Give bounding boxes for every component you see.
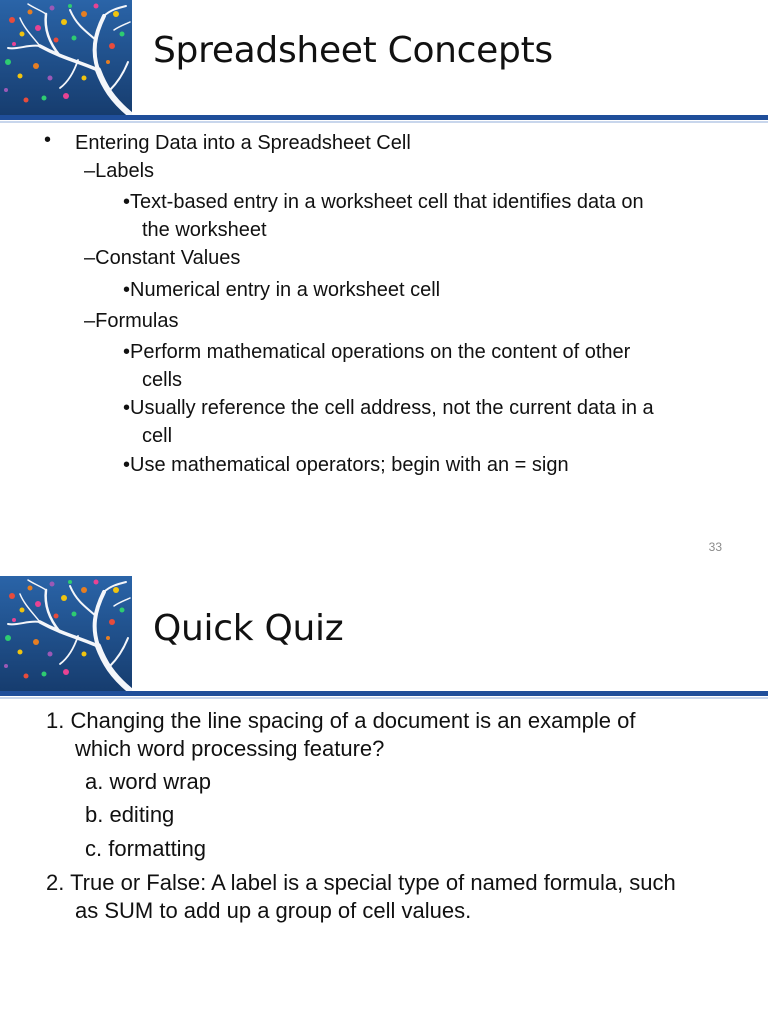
formulas-item1-line1: •Perform mathematical operations on the content of other <box>123 341 631 363</box>
tree-logo-icon <box>0 576 132 692</box>
question-1-line2: which word processing feature? <box>75 736 385 761</box>
main-bullet: Entering Data into a Spreadsheet Cell <box>75 132 411 154</box>
slide-number: 33 <box>708 540 722 554</box>
formulas-item2-line2: cell <box>142 425 173 447</box>
title-divider <box>0 115 768 120</box>
answer-option-b: b. editing <box>85 802 175 827</box>
answer-option-c: c. formatting <box>85 836 207 861</box>
page-title: Quick Quiz <box>153 608 344 649</box>
question-1-line1: 1. Changing the line spacing of a document is an example of <box>46 708 636 733</box>
formulas-item2-line1: •Usually reference the cell address, not the current data in a <box>123 397 654 419</box>
sub-heading-formulas: –Formulas <box>84 310 179 332</box>
sub-heading-constant-values: –Constant Values <box>84 247 241 269</box>
page-title: Spreadsheet Concepts <box>153 30 553 71</box>
question-2-line1: 2. True or False: A label is a special type of named formula, such <box>46 870 676 895</box>
sub-heading-labels: –Labels <box>84 160 155 182</box>
formulas-item1-line2: cells <box>142 369 183 391</box>
question-2-line2: as SUM to add up a group of cell values. <box>75 898 472 923</box>
tree-logo-icon <box>0 0 132 116</box>
title-divider-thin <box>0 697 768 699</box>
answer-option-a: a. word wrap <box>85 769 211 794</box>
bullet-marker: • <box>44 129 52 151</box>
title-divider-thin <box>0 121 768 123</box>
labels-item-line2: the worksheet <box>142 219 267 241</box>
formulas-item3: •Use mathematical operators; begin with an = sign <box>123 454 569 476</box>
title-divider <box>0 691 768 696</box>
constant-values-item: •Numerical entry in a worksheet cell <box>123 279 441 301</box>
slide-quick-quiz <box>0 576 768 1024</box>
labels-item-line1: •Text-based entry in a worksheet cell that identifies data on <box>123 191 644 213</box>
